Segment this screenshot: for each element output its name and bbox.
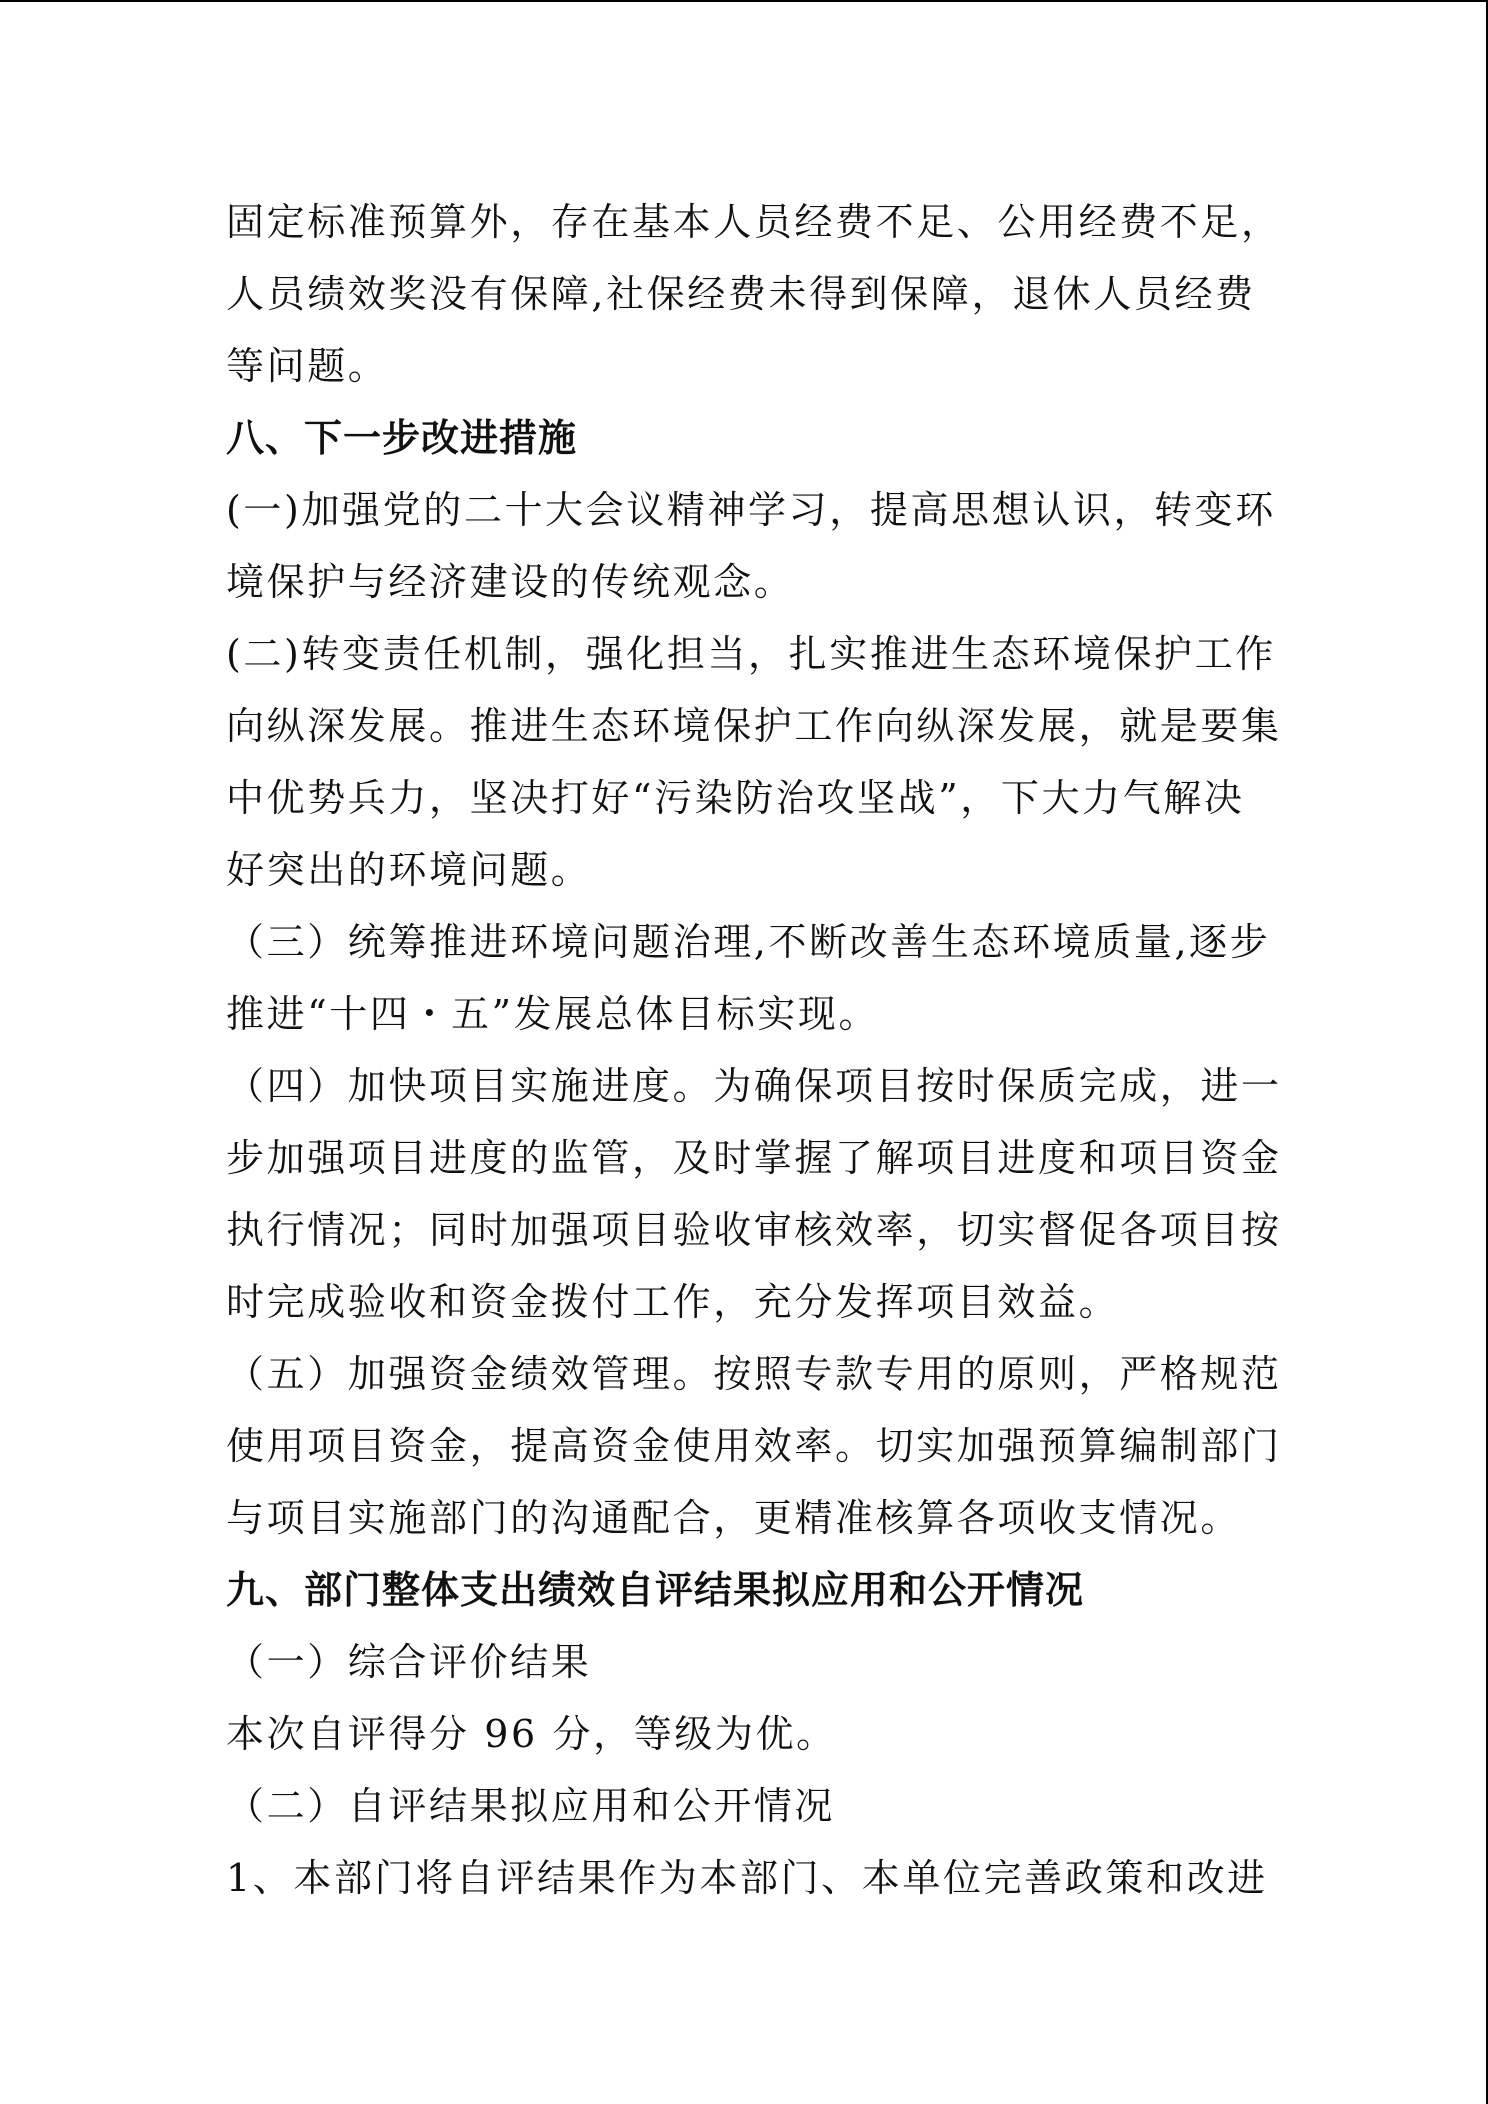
subheading-comprehensive-result: （一）综合评价结果 (226, 1640, 592, 1684)
body-line-9: 中优势兵力，坚决打好“污染防治攻坚战”，下大力气解决 (226, 776, 1245, 820)
body-line-19: 与项目实施部门的沟通配合，更精准核算各项收支情况。 (226, 1496, 1242, 1540)
body-line-5: (一)加强党的二十大会议精神学习，提高思想认识，转变环 (226, 488, 1276, 532)
body-line-12: 推进“十四・五”发展总体目标实现。 (226, 992, 880, 1036)
page-border-top (0, 0, 1488, 2)
body-line-17: （五）加强资金绩效管理。按照专款专用的原则，严格规范 (226, 1352, 1282, 1396)
document-body (226, 186, 1282, 1914)
body-line-8: 向纵深发展。推进生态环境保护工作向纵深发展，就是要集 (226, 704, 1282, 748)
body-line-11: （三）统筹推进环境问题治理,不断改善生态环境质量,逐步 (226, 920, 1271, 964)
body-line-15: 执行情况；同时加强项目验收审核效率，切实督促各项目按 (226, 1208, 1282, 1252)
body-line-14: 步加强项目进度的监管，及时掌握了解项目进度和项目资金 (226, 1136, 1282, 1180)
body-line-24: 1、本部门将自评结果作为本部门、本单位完善政策和改进 (226, 1856, 1268, 1900)
body-line-7: (二)转变责任机制，强化担当，扎实推进生态环境保护工作 (226, 632, 1276, 676)
section-heading-8: 八、下一步改进措施 (226, 416, 578, 460)
body-line-18: 使用项目资金，提高资金使用效率。切实加强预算编制部门 (226, 1424, 1282, 1468)
body-line-2: 人员绩效奖没有保障,社保经费未得到保障，退休人员经费 (226, 272, 1256, 316)
body-line-3: 等问题。 (226, 344, 389, 388)
body-line-1: 固定标准预算外，存在基本人员经费不足、公用经费不足， (226, 200, 1282, 244)
subheading-application-disclosure: （二）自评结果拟应用和公开情况 (226, 1784, 836, 1828)
body-line-10: 好突出的环境问题。 (226, 848, 592, 892)
body-line-6: 境保护与经济建设的传统观念。 (226, 560, 795, 604)
body-line-16: 时完成验收和资金拨付工作，充分发挥项目效益。 (226, 1280, 1120, 1324)
section-heading-9: 九、部门整体支出绩效自评结果拟应用和公开情况 (226, 1568, 1085, 1612)
body-line-score: 本次自评得分 96 分，等级为优。 (226, 1712, 837, 1756)
body-line-13: （四）加快项目实施进度。为确保项目按时保质完成，进一 (226, 1064, 1282, 1108)
